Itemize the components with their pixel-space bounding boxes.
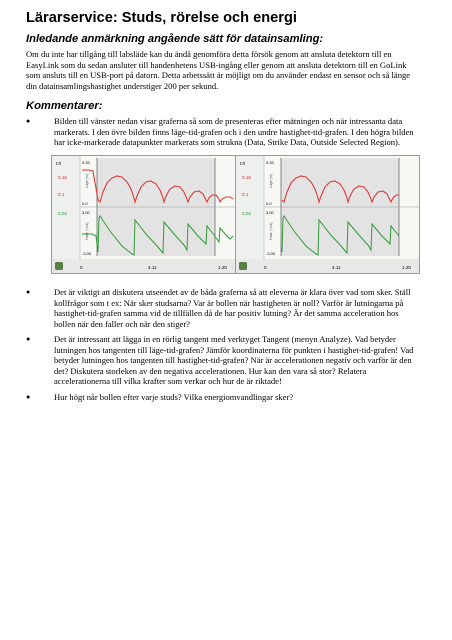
x-tick-mid: 4.11 (148, 265, 157, 270)
y-bottom-min-tick: -3.00 (82, 251, 92, 256)
intro-paragraph (26, 49, 430, 91)
readout-position-2: 0.1 (58, 192, 65, 197)
home-icon[interactable] (55, 262, 63, 270)
readout-position: 0.15 (242, 175, 251, 180)
graph-screen (52, 156, 235, 273)
bullet-line: har icke-markerade datapunkter markerats som strukna (Data, Strike Data, Outside Selected Region). (54, 137, 401, 148)
readout-velocity: 0.02 (58, 211, 67, 216)
comment-bullet (26, 116, 436, 148)
bullet-line: lutningen hos tangenten till läge-tid-grafen? Jämför koordinaterna för punkten i hastighet-tid-grafen! Vad (54, 344, 414, 355)
comment-bullet (26, 287, 436, 329)
intro-line: din datainsamlingshastighet understiger 200 per sekund. (26, 80, 219, 91)
page-title: Lärarservice: Studs, rörelse och energi (26, 10, 297, 26)
bullet-line: accelerationerna till vilka krafter som verkar och hur de är riktade! (54, 376, 282, 387)
bullet-line: Bilden till vänster nedan visar graferna så som de presenteras efter mätningen och när intressanta data (54, 116, 403, 126)
intro-line: Om du inte har tillgång till labsläde kan du ändå genomföra detta försök genom att ansluta detektorn till en (26, 49, 392, 59)
calculator-screenshot-struck (235, 155, 420, 274)
y-bottom-max-tick: 3.00 (266, 210, 274, 215)
readout-panel (52, 156, 80, 259)
y-top-min-tick: 0.0 (266, 201, 272, 206)
svg-text:Läge (m): Läge (m) (269, 173, 273, 188)
comment-bullet (26, 392, 436, 403)
bullet-line: bollen när den faller och när den stiger? (54, 318, 190, 329)
bullet-icon: ● (26, 335, 31, 343)
graph-screen (236, 156, 419, 273)
bullet-line: hastighet-tid-grafen samma vid de tillfällen då de har positiv lutning? Är det samma acceleration hos (54, 308, 399, 319)
x-tick-start: 0 (80, 265, 83, 270)
section-heading-comments: Kommentarer: (26, 100, 103, 112)
svg-text:Hast. (m/s): Hast. (m/s) (85, 222, 89, 240)
svg-text:Hast. (m/s): Hast. (m/s) (269, 222, 273, 240)
readout-panel (236, 156, 264, 259)
svg-text:Läge (m): Läge (m) (85, 173, 89, 188)
readout-position-2: 0.1 (242, 192, 249, 197)
readout-time: t:0 (240, 161, 246, 166)
bullet-icon: ● (26, 393, 31, 401)
bullet-icon: ● (26, 117, 31, 125)
x-tick-end: 1.20 (218, 265, 227, 270)
bullet-line: Det är viktigt att diskutera utseendet av de båda graferna så att eleverna är klara över vad som sker. Ställ (54, 287, 411, 297)
bullet-line: betyder lutningen hos tangenten till hastighet-tid-grafen? När är accelerationen negativ och varför är den (54, 355, 412, 366)
y-top-max-tick: 0.33 (266, 160, 274, 165)
y-bottom-min-tick: -3.00 (266, 251, 276, 256)
calculator-screenshot-marked (51, 155, 236, 274)
x-tick-end: 1.20 (402, 265, 411, 270)
bullet-line: det? Diskutera storleken av den negativa accelerationen. Hur kan den vara så stor? Relatera (54, 365, 367, 376)
bullet-line: Hur högt når bollen efter varje studs? Vilka energiomvandlingar sker? (54, 392, 294, 402)
bullet-line: kollfrågor som t ex: När sker studsarna? Var är bollen när hastigheten är noll? Varför är lutningarna på (54, 297, 404, 308)
intro-line: EasyLink som du sedan ansluter till handenhetens USB-ingång eller genom att ansluta detektorn till en GoLink (26, 59, 407, 70)
intro-line: som ansluts till en USB-port på datorn. Detta arbetssätt är möjligt om du använder endast en sensor och så länge (26, 70, 411, 81)
y-bottom-max-tick: 3.00 (82, 210, 90, 215)
readout-position: 0.15 (58, 175, 67, 180)
readout-velocity: 0.02 (242, 211, 251, 216)
readout-time: t:0 (56, 161, 62, 166)
y-top-min-tick: 0.0 (82, 201, 88, 206)
y-top-max-tick: 0.33 (82, 160, 90, 165)
bullet-line: markerats. I den övre bilden finns läge-tid-grafen och i den undre hastighet-tid-grafen. I den högra bilden (54, 126, 414, 137)
comment-bullet (26, 334, 436, 387)
x-tick-mid: 4.11 (332, 265, 341, 270)
section-heading-data-collection: Inledande anmärkning angående sätt för datainsamling: (26, 33, 324, 45)
home-icon[interactable] (239, 262, 247, 270)
x-tick-start: 0 (264, 265, 267, 270)
bullet-line: Det är intressant att lägga in en rörlig tangent med verktyget Tangent (menyn Analyze). Vad betyder (54, 334, 396, 344)
bullet-icon: ● (26, 288, 31, 296)
